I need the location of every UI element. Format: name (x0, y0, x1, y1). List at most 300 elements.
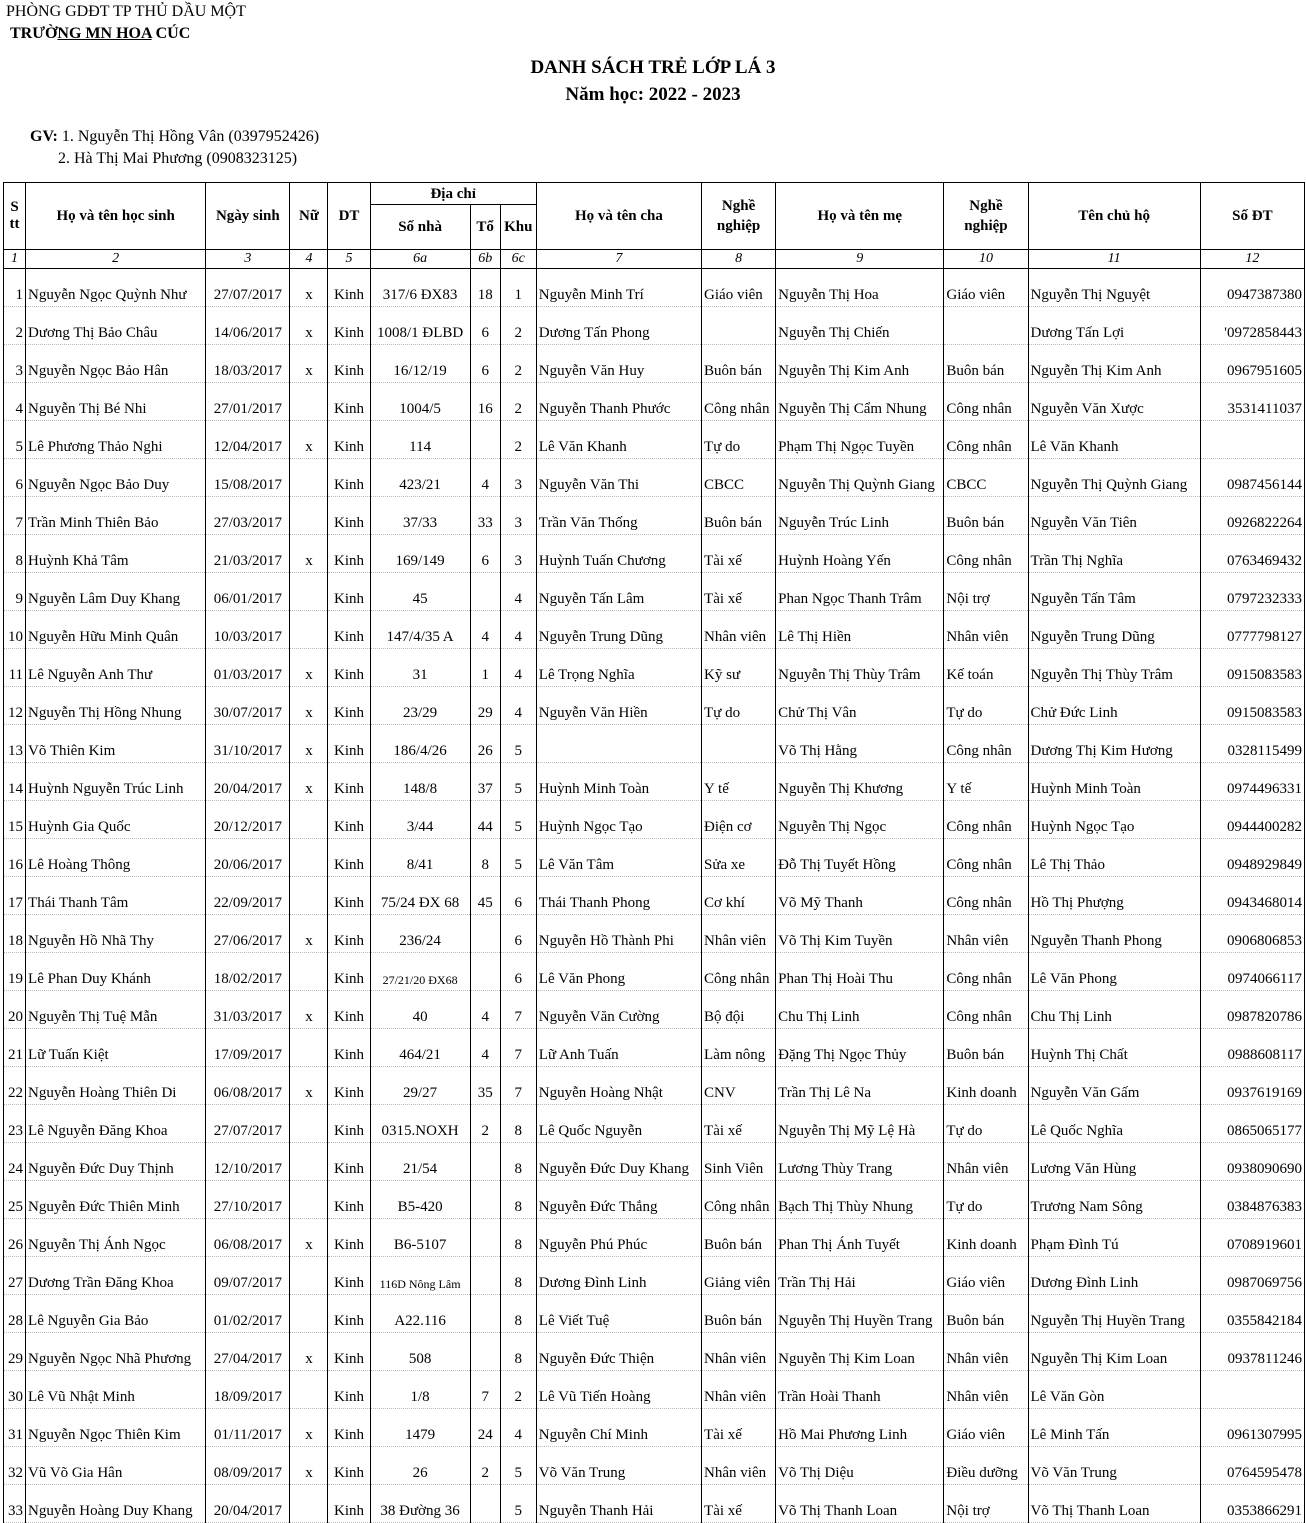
table-row (4, 839, 1305, 877)
cell-mother-job: Buôn bán (944, 1029, 1028, 1067)
cell-house-number: 317/6 ĐX83 (370, 269, 470, 307)
cell-female: x (290, 1219, 328, 1257)
cell-house-number: 75/24 ĐX 68 (370, 877, 470, 915)
table-row (4, 535, 1305, 573)
column-index: 5 (328, 250, 370, 269)
cell-father-job: Tài xế (702, 1409, 776, 1447)
cell-house-number: 114 (370, 421, 470, 459)
cell-mother-name: Nguyễn Trúc Linh (776, 497, 944, 535)
cell-student-name: Lê Nguyễn Anh Thư (26, 649, 206, 687)
cell-dob: 27/04/2017 (206, 1333, 290, 1371)
cell-ethnic: Kinh (328, 1105, 370, 1143)
cell-mother-job: Buôn bán (944, 1295, 1028, 1333)
column-index: 9 (776, 250, 944, 269)
cell-student-name: Nguyễn Đức Thiên Minh (26, 1181, 206, 1219)
cell-female (290, 1371, 328, 1409)
cell-dob: 01/03/2017 (206, 649, 290, 687)
cell-dob: 20/04/2017 (206, 1485, 290, 1523)
cell-dob: 06/08/2017 (206, 1067, 290, 1105)
cell-house-number: 236/24 (370, 915, 470, 953)
cell-female (290, 1257, 328, 1295)
cell-mother-job: Điều dưỡng (944, 1447, 1028, 1485)
cell-to: 6 (470, 307, 500, 345)
cell-student-name: Dương Thị Bảo Châu (26, 307, 206, 345)
cell-student-name: Huỳnh Nguyễn Trúc Linh (26, 763, 206, 801)
cell-student-name: Nguyễn Thị Ánh Ngọc (26, 1219, 206, 1257)
col-mother: Họ và tên mẹ (776, 183, 944, 250)
cell-to (470, 1257, 500, 1295)
cell-mother-name: Nguyễn Thị Huyền Trang (776, 1295, 944, 1333)
cell-ethnic: Kinh (328, 1143, 370, 1181)
table-row (4, 1333, 1305, 1371)
cell-stt: 11 (4, 649, 26, 687)
cell-householder: Võ Thị Thanh Loan (1028, 1485, 1200, 1523)
cell-to: 7 (470, 1371, 500, 1409)
cell-stt: 28 (4, 1295, 26, 1333)
cell-student-name: Nguyễn Thị Tuệ Mẫn (26, 991, 206, 1029)
col-stt: Stt (4, 183, 26, 250)
cell-householder: Huỳnh Ngọc Tạo (1028, 801, 1200, 839)
cell-father-job: Tài xế (702, 535, 776, 573)
cell-householder: Huỳnh Thị Chất (1028, 1029, 1200, 1067)
cell-mother-job: Buôn bán (944, 497, 1028, 535)
cell-to: 4 (470, 991, 500, 1029)
cell-khu: 8 (500, 1295, 536, 1333)
cell-mother-name: Võ Thị Diệu (776, 1447, 944, 1485)
cell-mother-name: Nguyễn Thị Mỹ Lệ Hà (776, 1105, 944, 1143)
cell-father-job: Nhân viên (702, 1447, 776, 1485)
cell-khu: 4 (500, 611, 536, 649)
cell-ethnic: Kinh (328, 763, 370, 801)
cell-ethnic: Kinh (328, 459, 370, 497)
cell-father-name: Nguyễn Hoàng Nhật (536, 1067, 701, 1105)
cell-stt: 24 (4, 1143, 26, 1181)
cell-dob: 14/06/2017 (206, 307, 290, 345)
school-name: TRƯỜNG MN HOA CÚC (10, 25, 191, 42)
cell-house-number: 27/21/20 ĐX68 (370, 953, 470, 991)
cell-father-job (702, 307, 776, 345)
cell-ethnic: Kinh (328, 1371, 370, 1409)
column-index: 7 (536, 250, 701, 269)
cell-female (290, 801, 328, 839)
cell-khu: 2 (500, 345, 536, 383)
cell-ethnic: Kinh (328, 1029, 370, 1067)
cell-female (290, 1181, 328, 1219)
cell-to (470, 1485, 500, 1523)
cell-mother-job: Giáo viên (944, 1257, 1028, 1295)
cell-father-name: Nguyễn Tấn Lâm (536, 573, 701, 611)
cell-father-job: Tự do (702, 421, 776, 459)
cell-ethnic: Kinh (328, 269, 370, 307)
cell-phone: 0987069756 (1200, 1257, 1304, 1295)
cell-father-name: Nguyễn Văn Thi (536, 459, 701, 497)
cell-mother-job: Kinh doanh (944, 1219, 1028, 1257)
cell-to: 24 (470, 1409, 500, 1447)
school-year: Năm học: 2022 - 2023 (565, 84, 741, 105)
cell-ethnic: Kinh (328, 1257, 370, 1295)
cell-mother-job: Nhân viên (944, 1333, 1028, 1371)
cell-householder: Nguyễn Thị Kim Loan (1028, 1333, 1200, 1371)
cell-phone: 0961307995 (1200, 1409, 1304, 1447)
cell-dob: 17/09/2017 (206, 1029, 290, 1067)
cell-student-name: Nguyễn Hoàng Duy Khang (26, 1485, 206, 1523)
cell-father-job: Buôn bán (702, 1295, 776, 1333)
cell-female (290, 459, 328, 497)
cell-student-name: Lê Nguyễn Đăng Khoa (26, 1105, 206, 1143)
table-row (4, 1219, 1305, 1257)
cell-father-name: Lữ Anh Tuấn (536, 1029, 701, 1067)
cell-house-number: 31 (370, 649, 470, 687)
cell-house-number: 423/21 (370, 459, 470, 497)
cell-father-job: Nhân viên (702, 611, 776, 649)
column-index: 6c (500, 250, 536, 269)
cell-house-number: 1008/1 ĐLBD (370, 307, 470, 345)
cell-ethnic: Kinh (328, 1447, 370, 1485)
table-row (4, 269, 1305, 307)
cell-to: 2 (470, 1447, 500, 1485)
cell-father-name: Huỳnh Ngọc Tạo (536, 801, 701, 839)
cell-father-job: Y tế (702, 763, 776, 801)
cell-female: x (290, 1333, 328, 1371)
cell-householder: Nguyễn Văn Gấm (1028, 1067, 1200, 1105)
cell-female (290, 1295, 328, 1333)
cell-student-name: Nguyễn Thị Bé Nhi (26, 383, 206, 421)
cell-stt: 5 (4, 421, 26, 459)
cell-ethnic: Kinh (328, 497, 370, 535)
cell-female: x (290, 687, 328, 725)
cell-house-number: 464/21 (370, 1029, 470, 1067)
cell-house-number: 169/149 (370, 535, 470, 573)
cell-mother-job: Công nhân (944, 877, 1028, 915)
col-house: Số nhà (370, 205, 470, 250)
cell-dob: 20/06/2017 (206, 839, 290, 877)
cell-to: 4 (470, 459, 500, 497)
cell-mother-name: Nguyễn Thị Ngọc (776, 801, 944, 839)
cell-householder: Nguyễn Trung Dũng (1028, 611, 1200, 649)
cell-house-number: 116D Nông Lâm (370, 1257, 470, 1295)
cell-khu: 7 (500, 1029, 536, 1067)
cell-householder: Nguyễn Thị Quỳnh Giang (1028, 459, 1200, 497)
cell-ethnic: Kinh (328, 649, 370, 687)
cell-house-number: 40 (370, 991, 470, 1029)
cell-stt: 21 (4, 1029, 26, 1067)
cell-female (290, 953, 328, 991)
cell-house-number: A22.116 (370, 1295, 470, 1333)
cell-dob: 31/10/2017 (206, 725, 290, 763)
cell-father-job: Tài xế (702, 1485, 776, 1523)
cell-father-job: Sửa xe (702, 839, 776, 877)
cell-to (470, 421, 500, 459)
cell-house-number: 8/41 (370, 839, 470, 877)
cell-female (290, 1143, 328, 1181)
cell-khu: 4 (500, 1409, 536, 1447)
cell-female: x (290, 725, 328, 763)
cell-stt: 29 (4, 1333, 26, 1371)
cell-dob: 27/10/2017 (206, 1181, 290, 1219)
cell-father-name: Nguyễn Văn Hiền (536, 687, 701, 725)
cell-mother-job: Giáo viên (944, 1409, 1028, 1447)
cell-householder: Nguyễn Tấn Tâm (1028, 573, 1200, 611)
cell-mother-job: Nhân viên (944, 915, 1028, 953)
cell-khu: 7 (500, 991, 536, 1029)
cell-father-job: Tài xế (702, 1105, 776, 1143)
cell-mother-job: Công nhân (944, 801, 1028, 839)
cell-mother-name: Hồ Mai Phương Linh (776, 1409, 944, 1447)
cell-khu: 4 (500, 649, 536, 687)
cell-phone: 0906806853 (1200, 915, 1304, 953)
cell-ethnic: Kinh (328, 725, 370, 763)
cell-father-job: Sinh Viên (702, 1143, 776, 1181)
cell-father-job: Kỹ sư (702, 649, 776, 687)
cell-stt: 13 (4, 725, 26, 763)
cell-ethnic: Kinh (328, 611, 370, 649)
cell-student-name: Nguyễn Ngọc Thiên Kim (26, 1409, 206, 1447)
cell-dob: 27/07/2017 (206, 1105, 290, 1143)
cell-ethnic: Kinh (328, 991, 370, 1029)
teacher-list: GV: 1. Nguyễn Thị Hồng Vân (0397952426) 2. Hà Thị Mai Phương (0908323125) (30, 126, 319, 170)
cell-khu: 3 (500, 497, 536, 535)
cell-student-name: Lê Vũ Nhật Minh (26, 1371, 206, 1409)
cell-to (470, 573, 500, 611)
cell-stt: 3 (4, 345, 26, 383)
cell-mother-job: Kế toán (944, 649, 1028, 687)
cell-phone: 0974496331 (1200, 763, 1304, 801)
cell-phone: 0987820786 (1200, 991, 1304, 1029)
cell-khu: 8 (500, 1143, 536, 1181)
cell-father-job: Buôn bán (702, 497, 776, 535)
cell-father-name: Lê Vũ Tiến Hoàng (536, 1371, 701, 1409)
cell-house-number: 45 (370, 573, 470, 611)
cell-dob: 27/07/2017 (206, 269, 290, 307)
cell-house-number: 26 (370, 1447, 470, 1485)
cell-house-number: 1479 (370, 1409, 470, 1447)
cell-ethnic: Kinh (328, 1067, 370, 1105)
cell-householder: Chử Đức Linh (1028, 687, 1200, 725)
cell-dob: 20/12/2017 (206, 801, 290, 839)
teacher-2: 2. Hà Thị Mai Phương (0908323125) (58, 150, 298, 167)
table-row (4, 611, 1305, 649)
cell-female: x (290, 421, 328, 459)
cell-father-name: Thái Thanh Phong (536, 877, 701, 915)
cell-householder: Lương Văn Hùng (1028, 1143, 1200, 1181)
cell-ethnic: Kinh (328, 1333, 370, 1371)
cell-father-job: Giáo viên (702, 269, 776, 307)
cell-householder: Lê Quốc Nghĩa (1028, 1105, 1200, 1143)
cell-khu: 6 (500, 877, 536, 915)
cell-phone: 0764595478 (1200, 1447, 1304, 1485)
table-row (4, 1257, 1305, 1295)
col-householder: Tên chủ hộ (1028, 183, 1200, 250)
cell-dob: 18/09/2017 (206, 1371, 290, 1409)
cell-stt: 8 (4, 535, 26, 573)
cell-mother-name: Nguyễn Thị Quỳnh Giang (776, 459, 944, 497)
cell-mother-job: Tự do (944, 1181, 1028, 1219)
cell-to: 29 (470, 687, 500, 725)
cell-mother-name: Võ Thị Kim Tuyền (776, 915, 944, 953)
cell-mother-name: Võ Thị Hằng (776, 725, 944, 763)
cell-dob: 21/03/2017 (206, 535, 290, 573)
cell-mother-job: CBCC (944, 459, 1028, 497)
cell-father-name (536, 725, 701, 763)
cell-female (290, 497, 328, 535)
cell-father-name: Nguyễn Trung Dũng (536, 611, 701, 649)
cell-father-name: Dương Đình Linh (536, 1257, 701, 1295)
cell-mother-job: Tự do (944, 1105, 1028, 1143)
cell-dob: 18/03/2017 (206, 345, 290, 383)
cell-phone: 0708919601 (1200, 1219, 1304, 1257)
cell-phone: 3531411037 (1200, 383, 1304, 421)
table-row (4, 1295, 1305, 1333)
cell-householder: Hồ Thị Phượng (1028, 877, 1200, 915)
table-row (4, 1447, 1305, 1485)
cell-ethnic: Kinh (328, 839, 370, 877)
cell-stt: 10 (4, 611, 26, 649)
cell-phone: 0353866291 (1200, 1485, 1304, 1523)
cell-student-name: Nguyễn Ngọc Bảo Duy (26, 459, 206, 497)
col-address: Địa chỉ (370, 183, 536, 205)
cell-khu: 1 (500, 269, 536, 307)
cell-student-name: Nguyễn Đức Duy Thịnh (26, 1143, 206, 1181)
cell-to: 6 (470, 535, 500, 573)
cell-stt: 20 (4, 991, 26, 1029)
col-khu: Khu (500, 205, 536, 250)
cell-father-name: Lê Văn Khanh (536, 421, 701, 459)
student-table (3, 182, 1305, 1523)
cell-to (470, 1295, 500, 1333)
cell-phone: 0777798127 (1200, 611, 1304, 649)
column-index: 8 (702, 250, 776, 269)
cell-khu: 7 (500, 1067, 536, 1105)
cell-to: 26 (470, 725, 500, 763)
cell-student-name: Thái Thanh Tâm (26, 877, 206, 915)
cell-householder: Nguyễn Thị Thùy Trâm (1028, 649, 1200, 687)
cell-mother-job: Y tế (944, 763, 1028, 801)
cell-householder: Nguyễn Thị Kim Anh (1028, 345, 1200, 383)
cell-householder: Lê Văn Khanh (1028, 421, 1200, 459)
cell-dob: 08/09/2017 (206, 1447, 290, 1485)
cell-female: x (290, 915, 328, 953)
cell-student-name: Võ Thiên Kim (26, 725, 206, 763)
cell-khu: 8 (500, 1181, 536, 1219)
cell-mother-job: Kinh doanh (944, 1067, 1028, 1105)
cell-to: 4 (470, 611, 500, 649)
cell-mother-name: Nguyễn Thị Kim Loan (776, 1333, 944, 1371)
cell-householder: Lê Minh Tấn (1028, 1409, 1200, 1447)
cell-student-name: Huỳnh Khả Tâm (26, 535, 206, 573)
page-title: DANH SÁCH TRẺ LỚP LÁ 3 (530, 57, 776, 78)
cell-father-job: Bộ đội (702, 991, 776, 1029)
cell-to: 45 (470, 877, 500, 915)
cell-ethnic: Kinh (328, 307, 370, 345)
cell-householder: Lê Văn Gòn (1028, 1371, 1200, 1409)
cell-householder: Nguyễn Thị Huyền Trang (1028, 1295, 1200, 1333)
cell-female (290, 1485, 328, 1523)
cell-student-name: Vũ Võ Gia Hân (26, 1447, 206, 1485)
cell-female: x (290, 1067, 328, 1105)
department-name: PHÒNG GDĐT TP THỦ DẦU MỘT (6, 3, 246, 20)
cell-student-name: Trần Minh Thiên Bảo (26, 497, 206, 535)
cell-father-name: Nguyễn Văn Cường (536, 991, 701, 1029)
cell-female (290, 611, 328, 649)
cell-phone: 0937619169 (1200, 1067, 1304, 1105)
cell-mother-job: Tự do (944, 687, 1028, 725)
cell-phone (1200, 1371, 1304, 1409)
cell-khu: 8 (500, 1105, 536, 1143)
cell-stt: 22 (4, 1067, 26, 1105)
cell-mother-job (944, 307, 1028, 345)
cell-stt: 4 (4, 383, 26, 421)
table-row (4, 307, 1305, 345)
cell-to: 6 (470, 345, 500, 383)
col-mother-job: Nghề nghiệp (944, 183, 1028, 250)
cell-to: 1 (470, 649, 500, 687)
cell-stt: 9 (4, 573, 26, 611)
table-row (4, 649, 1305, 687)
cell-female: x (290, 763, 328, 801)
cell-mother-name: Phan Thị Hoài Thu (776, 953, 944, 991)
cell-student-name: Nguyễn Hữu Minh Quân (26, 611, 206, 649)
cell-householder: Nguyễn Văn Tiên (1028, 497, 1200, 535)
cell-father-name: Nguyễn Phú Phúc (536, 1219, 701, 1257)
cell-khu: 3 (500, 459, 536, 497)
cell-house-number: 508 (370, 1333, 470, 1371)
cell-stt: 18 (4, 915, 26, 953)
cell-dob: 06/08/2017 (206, 1219, 290, 1257)
cell-female: x (290, 269, 328, 307)
cell-student-name: Lê Nguyễn Gia Bảo (26, 1295, 206, 1333)
cell-phone: 0937811246 (1200, 1333, 1304, 1371)
cell-to (470, 1333, 500, 1371)
cell-khu: 5 (500, 725, 536, 763)
cell-female: x (290, 1447, 328, 1485)
cell-stt: 30 (4, 1371, 26, 1409)
cell-father-name: Nguyễn Thanh Phước (536, 383, 701, 421)
cell-mother-job: Nội trợ (944, 573, 1028, 611)
cell-ethnic: Kinh (328, 421, 370, 459)
cell-female: x (290, 1409, 328, 1447)
cell-mother-job: Buôn bán (944, 345, 1028, 383)
cell-dob: 12/04/2017 (206, 421, 290, 459)
cell-householder: Dương Thị Kim Hương (1028, 725, 1200, 763)
cell-mother-job: Công nhân (944, 383, 1028, 421)
cell-mother-name: Trần Hoài Thanh (776, 1371, 944, 1409)
cell-mother-job: Nhân viên (944, 611, 1028, 649)
cell-mother-name: Nguyễn Thị Hoa (776, 269, 944, 307)
cell-householder: Dương Đình Linh (1028, 1257, 1200, 1295)
cell-father-name: Nguyễn Minh Trí (536, 269, 701, 307)
cell-stt: 17 (4, 877, 26, 915)
cell-phone: 0947387380 (1200, 269, 1304, 307)
table-row (4, 763, 1305, 801)
column-index: 10 (944, 250, 1028, 269)
cell-stt: 23 (4, 1105, 26, 1143)
cell-father-name: Huỳnh Minh Toàn (536, 763, 701, 801)
cell-stt: 6 (4, 459, 26, 497)
column-index: 2 (26, 250, 206, 269)
cell-father-job: Làm nông (702, 1029, 776, 1067)
cell-khu: 4 (500, 573, 536, 611)
cell-to: 4 (470, 1029, 500, 1067)
cell-dob: 10/03/2017 (206, 611, 290, 649)
table-row (4, 573, 1305, 611)
cell-mother-name: Đỗ Thị Tuyết Hồng (776, 839, 944, 877)
cell-female (290, 1029, 328, 1067)
cell-student-name: Nguyễn Hồ Nhã Thy (26, 915, 206, 953)
cell-stt: 32 (4, 1447, 26, 1485)
cell-khu: 6 (500, 915, 536, 953)
cell-house-number: 23/29 (370, 687, 470, 725)
col-father-job: Nghề nghiệp (702, 183, 776, 250)
